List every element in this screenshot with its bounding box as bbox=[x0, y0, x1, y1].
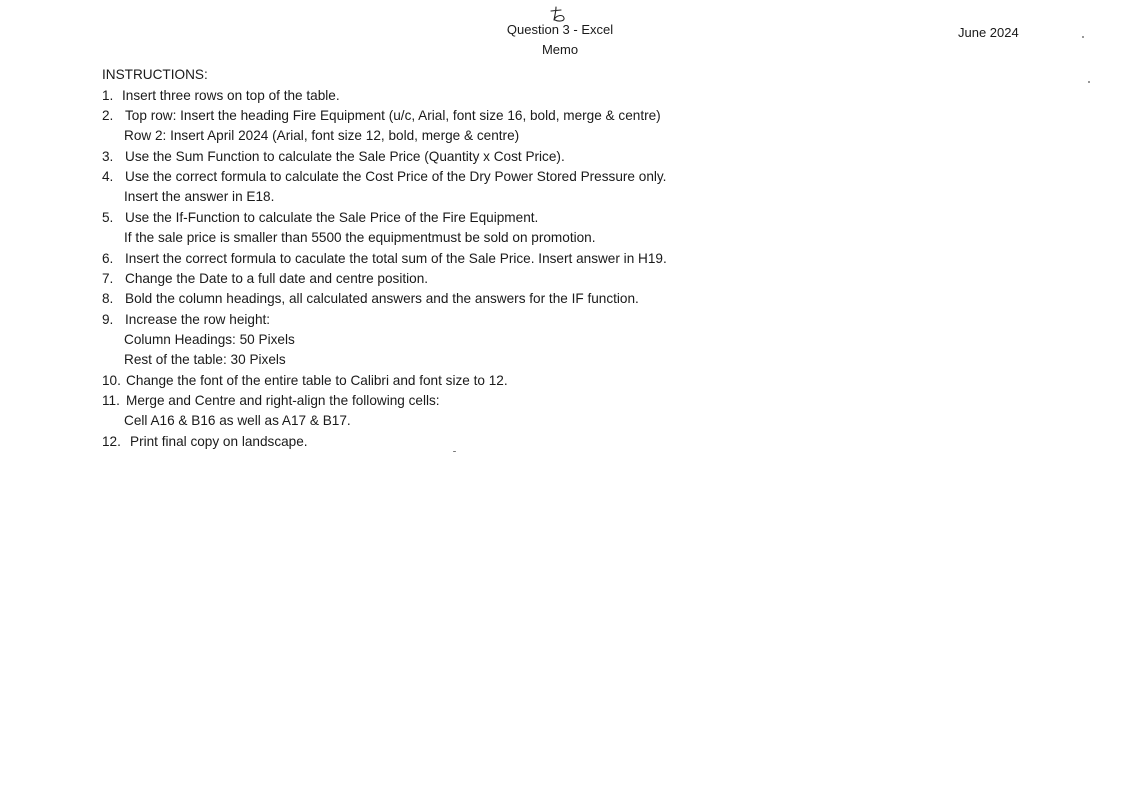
instruction-text: Column Headings: 50 Pixels bbox=[124, 332, 295, 347]
instruction-text: Insert the answer in E18. bbox=[124, 189, 275, 204]
instructions-heading: INSTRUCTIONS: bbox=[102, 67, 208, 82]
instruction-text: Use the correct formula to calculate the Cost Price of the Dry Power Stored Pressure only. bbox=[125, 169, 667, 184]
instruction-number: 10. bbox=[102, 373, 121, 388]
instruction-number: 9. bbox=[102, 312, 114, 327]
instruction-number: 2. bbox=[102, 108, 114, 123]
instruction-text: Change the Date to a full date and centre position. bbox=[125, 271, 429, 286]
instruction-number: 8. bbox=[102, 291, 114, 306]
instruction-number: 4. bbox=[102, 169, 114, 184]
instruction-text: Rest of the table: 30 Pixels bbox=[124, 352, 286, 367]
scan-speck bbox=[1088, 81, 1090, 83]
page-title: Question 3 - Excel bbox=[506, 22, 614, 37]
instruction-number: 1. bbox=[102, 88, 114, 103]
scan-speck bbox=[453, 451, 456, 452]
instruction-number: 5. bbox=[102, 210, 114, 225]
instruction-text: Use the Sum Function to calculate the Sale Price (Quantity x Cost Price). bbox=[125, 149, 565, 164]
page-subtitle: Memo bbox=[541, 42, 579, 57]
instruction-text: Row 2: Insert April 2024 (Arial, font size 12, bold, merge & centre) bbox=[124, 128, 520, 143]
scan-speck bbox=[1082, 36, 1084, 38]
instruction-number: 3. bbox=[102, 149, 114, 164]
instruction-text: Print final copy on landscape. bbox=[130, 434, 308, 449]
instruction-number: 6. bbox=[102, 251, 114, 266]
instruction-text: Top row: Insert the heading Fire Equipment (u/c, Arial, font size 16, bold, merge & centre) bbox=[125, 108, 661, 123]
instruction-text: Insert the correct formula to caculate the total sum of the Sale Price. Insert answer in H19. bbox=[125, 251, 667, 266]
instruction-text: Cell A16 & B16 as well as A17 & B17. bbox=[124, 413, 351, 428]
instruction-text: Insert three rows on top of the table. bbox=[122, 88, 340, 103]
instruction-text: Bold the column headings, all calculated answers and the answers for the IF function. bbox=[125, 291, 639, 306]
instruction-text: Use the If-Function to calculate the Sale Price of the Fire Equipment. bbox=[125, 210, 539, 225]
instruction-text: Increase the row height: bbox=[125, 312, 271, 327]
instruction-number: 7. bbox=[102, 271, 114, 286]
instruction-number: 11. bbox=[102, 393, 120, 408]
instruction-number: 12. bbox=[102, 434, 121, 449]
instruction-text: If the sale price is smaller than 5500 the equipmentmust be sold on promotion. bbox=[124, 230, 596, 245]
header-date: June 2024 bbox=[958, 25, 1019, 40]
instruction-text: Merge and Centre and right-align the following cells: bbox=[126, 393, 440, 408]
instruction-text: Change the font of the entire table to Calibri and font size to 12. bbox=[126, 373, 508, 388]
